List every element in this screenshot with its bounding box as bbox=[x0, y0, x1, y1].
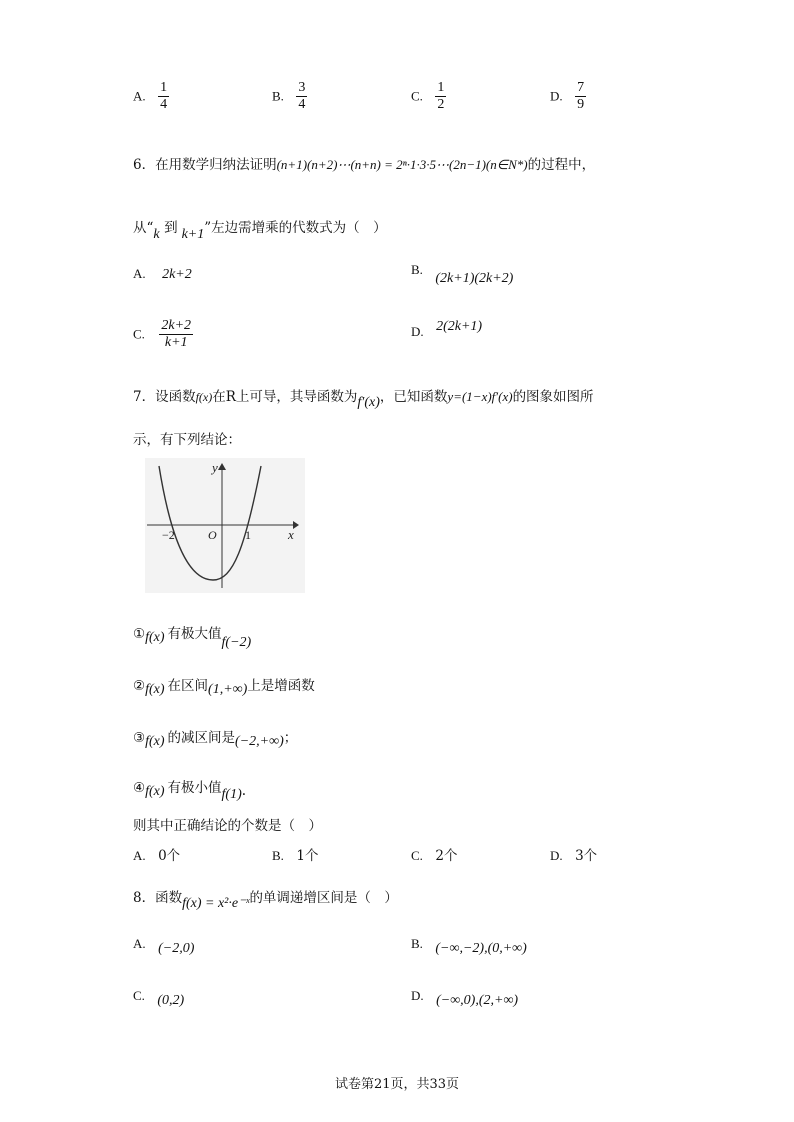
q5-option-c-den: 2 bbox=[437, 97, 445, 112]
q8-post: 的单调递增区间是（ ） bbox=[249, 890, 398, 906]
q7-statement-4-tail: . bbox=[241, 783, 247, 799]
q6-stem-line2 bbox=[133, 216, 387, 242]
q7-stem-line1 bbox=[133, 385, 594, 410]
q6-option-a bbox=[133, 266, 192, 283]
q6-line2-pre: 从“ bbox=[133, 220, 154, 236]
q7-graph-tick-neg2: −2 bbox=[162, 528, 175, 542]
q7-statement-1-f: f(x) bbox=[145, 630, 165, 645]
q8-pre: 8．函数 bbox=[133, 890, 183, 906]
q8-option-a bbox=[133, 936, 195, 956]
q7-stem-line2 bbox=[133, 428, 241, 448]
q7-statement-3-interval: (−2,+∞) bbox=[235, 734, 284, 749]
q6-line2-post: ”左边需增乘的代数式为（ ） bbox=[204, 220, 387, 236]
q5-option-d-num: 7 bbox=[577, 80, 585, 95]
q6-k: k bbox=[153, 227, 160, 242]
q8-option-c-value: (0,2) bbox=[157, 993, 185, 1008]
q6-option-b bbox=[411, 262, 514, 286]
q6-option-c-den: k+1 bbox=[164, 335, 188, 350]
q8-stem bbox=[133, 886, 398, 911]
q7-option-b bbox=[272, 844, 318, 864]
q6-option-b-value: (2k+1)(2k+2) bbox=[435, 271, 514, 286]
q7-option-d-label: D. bbox=[550, 848, 563, 863]
q8-option-d-value: (−∞,0),(2,+∞) bbox=[436, 993, 519, 1008]
q5-option-d bbox=[550, 80, 586, 113]
q5-option-c-num: 1 bbox=[437, 80, 445, 95]
q8-option-d-label: D. bbox=[411, 988, 424, 1003]
q5-option-b-den: 4 bbox=[298, 97, 306, 112]
q6-option-c bbox=[133, 318, 193, 351]
q7-statement-2-f: f(x) bbox=[145, 682, 165, 697]
q6-option-d-value: 2(2k+1) bbox=[436, 319, 483, 334]
q7-statement-2-text: 在区间 bbox=[167, 678, 209, 694]
q7-graph-x-label: x bbox=[288, 527, 294, 542]
q7-option-c-label: C. bbox=[411, 848, 423, 863]
q5-option-a bbox=[133, 80, 169, 113]
q6-option-a-label: A. bbox=[133, 266, 146, 281]
q7-statement-4 bbox=[133, 776, 247, 802]
page-footer: 试卷第21页，共33页 bbox=[334, 1077, 460, 1092]
q5-option-a-fraction bbox=[158, 80, 169, 113]
q7-question-text: 则其中正确结论的个数是（ ） bbox=[133, 818, 322, 834]
q7-statement-4-number: ④ bbox=[133, 780, 146, 796]
q7-statement-2 bbox=[133, 674, 315, 695]
q8-option-c bbox=[133, 988, 185, 1008]
q8-option-b-value: (−∞,−2),(0,+∞) bbox=[435, 941, 527, 956]
q7-option-b-text: 1个 bbox=[296, 848, 319, 864]
q7-option-c bbox=[411, 844, 457, 864]
q7-statement-4-value: f(1) bbox=[221, 787, 242, 802]
q6-intro: 6．在用数学归纳法证明 bbox=[133, 157, 277, 173]
q6-option-c-fraction bbox=[159, 318, 193, 351]
q7-line1-mid1: 在R上可导，其导函数为 bbox=[212, 389, 358, 405]
q7-statement-3-number: ③ bbox=[133, 730, 146, 746]
q8-option-c-label: C. bbox=[133, 988, 145, 1003]
q7-option-d bbox=[550, 844, 597, 864]
q7-line2: 示，有下列结论： bbox=[133, 432, 241, 448]
q7-option-d-text: 3个 bbox=[575, 848, 598, 864]
q7-yfunc: y=(1−x)f′(x) bbox=[447, 389, 513, 404]
q8-option-d bbox=[411, 988, 519, 1008]
q7-statement-1 bbox=[133, 622, 252, 650]
q7-graph-y-label: y bbox=[212, 460, 218, 475]
q5-option-b-num: 3 bbox=[298, 80, 306, 95]
q7-fx: f(x) bbox=[195, 390, 213, 404]
q5-option-d-fraction bbox=[575, 80, 586, 113]
q5-option-d-label: D. bbox=[550, 88, 563, 104]
q7-statement-3-text: 的减区间是 bbox=[167, 730, 236, 746]
q5-option-c-fraction bbox=[435, 80, 446, 113]
q7-line1-post: 的图象如图所 bbox=[512, 389, 594, 405]
q6-stem-line1 bbox=[133, 153, 595, 173]
q7-fpx: f′(x) bbox=[357, 395, 380, 410]
q5-option-a-den: 4 bbox=[160, 97, 168, 112]
q6-formula: (n+1)(n+2)⋯(n+n) = 2ⁿ·1·3·5⋯(2n−1)(n∈N*) bbox=[276, 157, 528, 172]
q5-option-c-label: C. bbox=[411, 88, 423, 104]
q5-option-b-label: B. bbox=[272, 88, 284, 104]
q5-option-c bbox=[411, 80, 446, 113]
q7-option-a-text: 0个 bbox=[158, 848, 181, 864]
q5-option-a-label: A. bbox=[133, 88, 146, 104]
q7-statement-2-tail: 上是增函数 bbox=[247, 678, 315, 694]
q6-k-plus-1: k+1 bbox=[181, 227, 205, 242]
q7-line1-pre: 7．设函数 bbox=[133, 389, 196, 405]
q6-option-c-num: 2k+2 bbox=[161, 318, 192, 333]
q7-statement-4-text: 有极小值 bbox=[167, 780, 222, 796]
q8-option-b bbox=[411, 936, 527, 956]
q8-option-b-label: B. bbox=[411, 936, 423, 951]
q7-statement-4-f: f(x) bbox=[145, 784, 165, 799]
q7-option-b-label: B. bbox=[272, 848, 284, 863]
q7-statement-1-number: ① bbox=[133, 626, 146, 642]
q8-formula: f(x) = x²·e⁻ˣ bbox=[182, 896, 250, 911]
q7-graph-tick-1: 1 bbox=[245, 528, 251, 542]
q7-statement-1-text: 有极大值 bbox=[167, 626, 222, 642]
q7-option-a bbox=[133, 844, 180, 864]
q6-tail: 的过程中， bbox=[527, 157, 596, 173]
q7-line1-mid2: ，已知函数 bbox=[379, 389, 448, 405]
q7-graph-origin-label: O bbox=[208, 528, 217, 542]
q6-dao: 到 bbox=[164, 220, 178, 236]
q7-statement-3 bbox=[133, 726, 297, 747]
q7-statement-3-tail: ； bbox=[283, 730, 298, 746]
q7-question bbox=[133, 814, 322, 834]
q7-option-c-text: 2个 bbox=[435, 848, 458, 864]
q5-option-d-den: 9 bbox=[577, 97, 585, 112]
q7-statement-2-number: ② bbox=[133, 678, 146, 694]
q8-option-a-value: (−2,0) bbox=[158, 941, 195, 956]
q6-option-c-label: C. bbox=[133, 326, 145, 342]
q6-option-b-label: B. bbox=[411, 262, 423, 277]
q6-option-d-label: D. bbox=[411, 324, 424, 339]
q5-option-b bbox=[272, 80, 307, 113]
q7-statement-3-f: f(x) bbox=[145, 734, 165, 749]
q7-graph bbox=[145, 458, 305, 593]
q5-option-b-fraction bbox=[296, 80, 307, 113]
q8-option-a-label: A. bbox=[133, 936, 146, 951]
q6-option-a-value: 2k+2 bbox=[162, 267, 192, 282]
q6-option-d bbox=[411, 318, 483, 339]
q5-option-a-num: 1 bbox=[160, 80, 168, 95]
q7-option-a-label: A. bbox=[133, 848, 146, 863]
q7-statement-2-interval: (1,+∞) bbox=[208, 682, 248, 697]
q7-statement-1-value: f(−2) bbox=[221, 635, 252, 650]
